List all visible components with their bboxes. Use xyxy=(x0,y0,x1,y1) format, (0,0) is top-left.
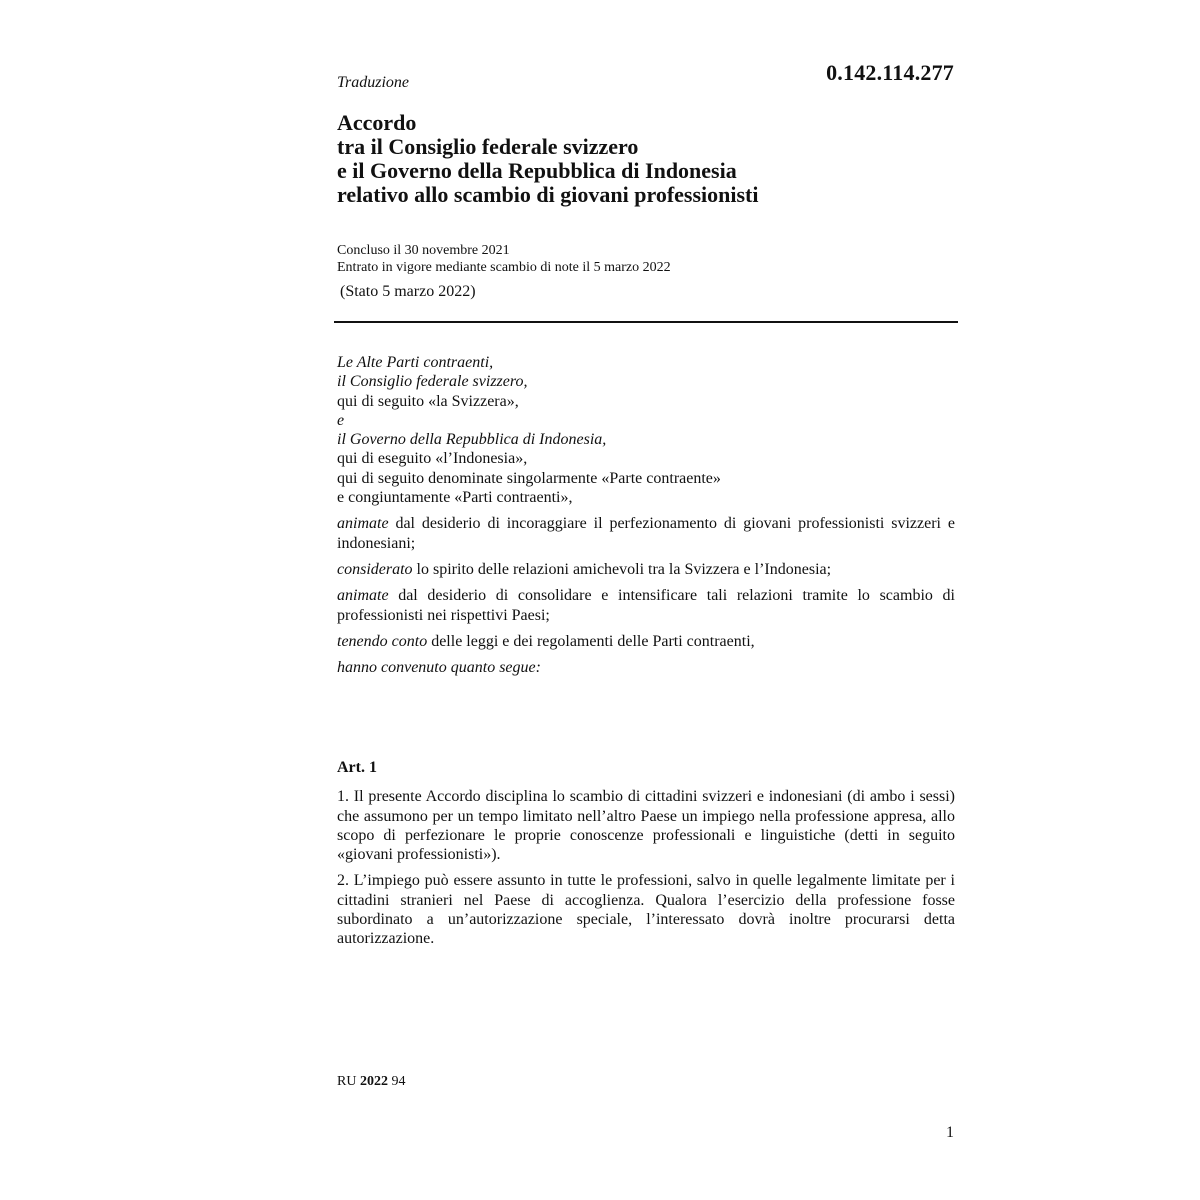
title-line: tra il Consiglio federale svizzero xyxy=(337,134,639,159)
document-metadata xyxy=(337,242,957,302)
article-paragraph: 1. Il presente Accordo disciplina lo scambio di cittadini svizzeri e indonesiani (di ambo i sessi) che assumono per un tempo limitato nell’altro Paese un impiego nella professione appresa, allo scopo di perfezionare le proprie conoscenze professionali e linguistiche (detti in seguito «giovani professionisti»). xyxy=(337,788,955,864)
article-title: Art. 1 xyxy=(337,759,377,776)
preamble-line: e xyxy=(337,411,345,429)
ru-prefix: RU xyxy=(337,1074,357,1089)
article-1 xyxy=(337,758,955,956)
preamble-line: e congiuntamente «Parti contraenti», xyxy=(337,489,573,507)
paragraph-lead: animate xyxy=(337,515,389,533)
ru-year: 2022 xyxy=(359,1074,388,1089)
concluded-date: Concluso il 30 novembre 2021 xyxy=(337,243,510,258)
header-divider xyxy=(334,321,958,323)
preamble-paragraph xyxy=(337,632,955,651)
status-date: (Stato 5 marzo 2022) xyxy=(340,283,476,300)
preamble-line: Le Alte Parti contraenti, xyxy=(337,354,494,371)
paragraph-text: dal desiderio di incoraggiare il perfezionamento di giovani professionisti svizzeri e indonesiani; xyxy=(337,515,955,552)
preamble-line: il Governo della Repubblica di Indonesia, xyxy=(337,431,607,449)
preamble-paragraph xyxy=(337,514,955,553)
paragraph-lead: animate xyxy=(337,587,389,605)
paragraph-lead: tenendo conto xyxy=(337,632,428,650)
paragraph-lead: considerato xyxy=(337,560,413,578)
title-line: e il Governo della Repubblica di Indonesia xyxy=(337,158,737,183)
paragraph-text: dal desiderio di consolidare e intensificare tali relazioni tramite lo scambio di professionisti nei rispettivi Paesi; xyxy=(337,587,955,624)
entry-into-force: Entrato in vigore mediante scambio di note il 5 marzo 2022 xyxy=(337,260,671,275)
preamble-line: qui di seguito «la Svizzera», xyxy=(337,392,519,410)
article-paragraph: 2. L’impiego può essere assunto in tutte le professioni, salvo in quelle legalmente limitate per i cittadini stranieri nel Paese di accoglienza. Qualora l’esercizio della professione fosse subordinato a un’autorizzazione speciale, l’interessato dovrà inoltre procurarsi detta autorizzazione. xyxy=(337,872,955,948)
paragraph-text: delle leggi e dei regolamenti delle Parti contraenti, xyxy=(427,632,755,650)
preamble-closing: hanno convenuto quanto segue: xyxy=(337,659,541,677)
sr-number: 0.142.114.277 xyxy=(826,60,954,85)
ru-page: 94 xyxy=(391,1074,406,1089)
paragraph-text: lo spirito delle relazioni amichevoli tra la Svizzera e l’Indonesia; xyxy=(412,560,832,578)
official-compilation-ref xyxy=(337,1074,405,1090)
translation-label: Traduzione xyxy=(337,74,410,91)
title-line: relativo allo scambio di giovani professionisti xyxy=(337,182,759,207)
preamble-line: qui di eseguito «l’Indonesia», xyxy=(337,450,528,468)
page-number: 1 xyxy=(946,1124,954,1141)
preamble-paragraph xyxy=(337,586,955,625)
preamble-line: il Consiglio federale svizzero, xyxy=(337,373,528,391)
preamble-paragraph xyxy=(337,560,955,579)
title-line: Accordo xyxy=(337,110,417,135)
preamble-line: qui di seguito denominate singolarmente «Parte contraente» xyxy=(337,469,721,487)
preamble xyxy=(337,353,955,677)
document-title xyxy=(337,111,957,207)
